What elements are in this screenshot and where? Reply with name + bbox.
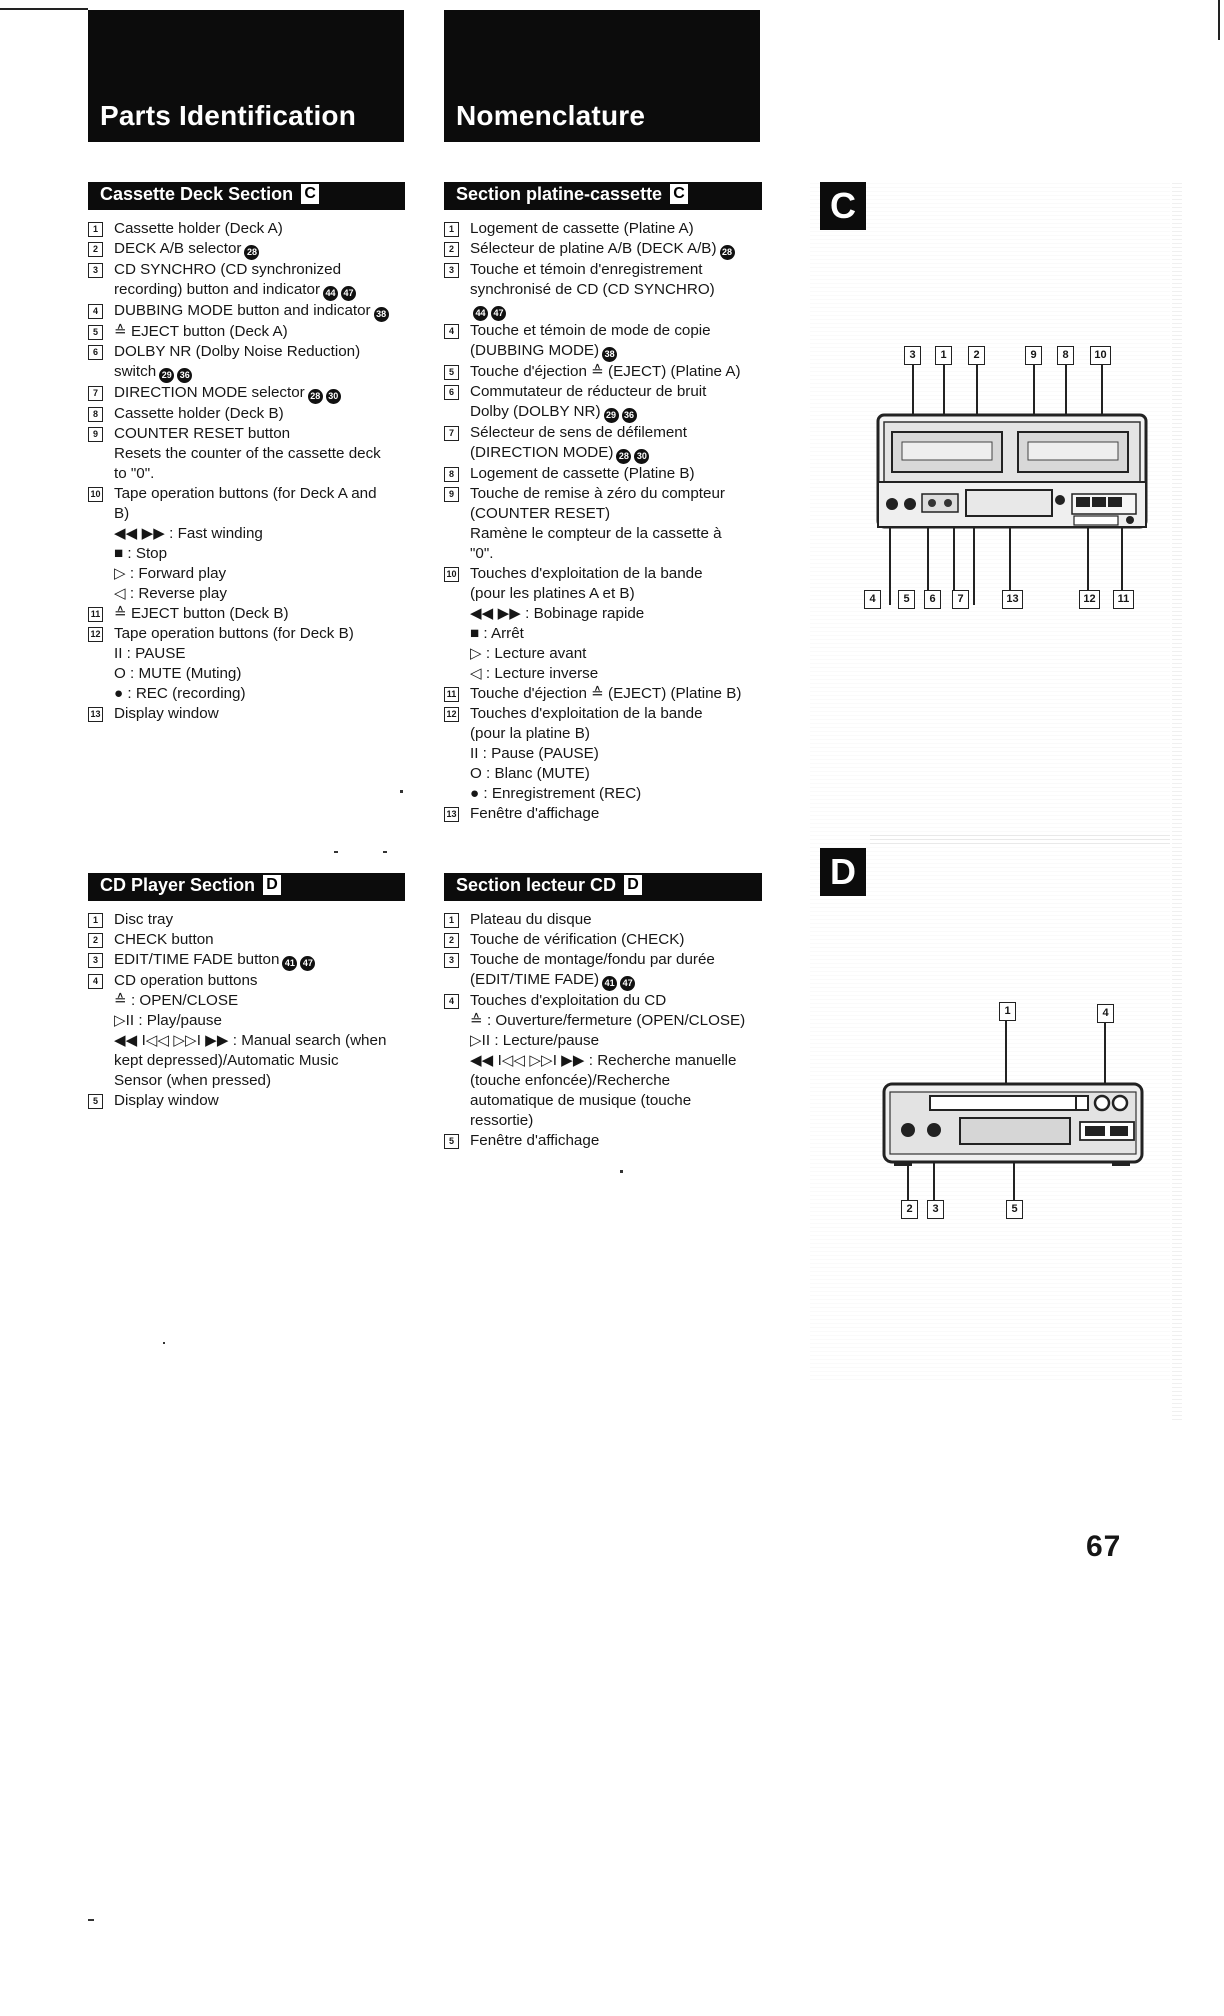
item-text: ◀◀ I◁◁ ▷▷I ▶▶ : Recherche manuelle bbox=[470, 1052, 737, 1069]
item-text: CD SYNCHRO (CD synchronized bbox=[114, 261, 342, 278]
item-text: Fenêtre d'affichage bbox=[470, 1132, 600, 1149]
item-number-box: 5 bbox=[88, 1094, 103, 1109]
item-number-box: 1 bbox=[88, 913, 103, 928]
list-item bbox=[444, 704, 774, 804]
item-text-line bbox=[470, 744, 774, 764]
list-item bbox=[444, 910, 774, 930]
item-text: synchronisé de CD (CD SYNCHRO) bbox=[470, 281, 715, 298]
item-text-line bbox=[470, 443, 774, 464]
page-reference-badge: 41 bbox=[282, 956, 297, 971]
item-text-line bbox=[470, 1011, 774, 1031]
page-reference-badge: 29 bbox=[604, 408, 619, 423]
item-text-line bbox=[114, 524, 418, 544]
page-reference-badge: 47 bbox=[341, 286, 356, 301]
list-item bbox=[444, 423, 774, 464]
item-text-line bbox=[114, 219, 418, 239]
item-number-box: 9 bbox=[88, 427, 103, 442]
item-number-box: 4 bbox=[444, 324, 459, 339]
page-reference-badge: 38 bbox=[374, 307, 389, 322]
item-number-box: 4 bbox=[88, 304, 103, 319]
section-badge: D bbox=[624, 875, 642, 895]
callout-4: 4 bbox=[864, 590, 881, 609]
item-text-line bbox=[470, 362, 774, 382]
section-header-cassette-en bbox=[88, 182, 405, 210]
item-text-line bbox=[114, 362, 418, 383]
section-title: CD Player Section bbox=[100, 875, 256, 895]
callout-11: 11 bbox=[1113, 590, 1134, 609]
item-text-line bbox=[114, 504, 418, 524]
callout-13: 13 bbox=[1002, 590, 1023, 609]
item-text: Plateau du disque bbox=[470, 911, 592, 928]
item-text-line bbox=[470, 784, 774, 804]
callout-9: 9 bbox=[1025, 346, 1042, 365]
item-number-box: 13 bbox=[444, 807, 459, 822]
callout-3: 3 bbox=[927, 1200, 944, 1219]
callout-2: 2 bbox=[968, 346, 985, 365]
print-speck bbox=[334, 851, 338, 853]
item-number-box: 12 bbox=[88, 627, 103, 642]
print-speck bbox=[383, 851, 387, 853]
item-text: ◀◀ ▶▶ : Fast winding bbox=[114, 525, 263, 542]
item-text-line bbox=[114, 544, 418, 564]
item-text-line bbox=[114, 930, 418, 950]
callout-2: 2 bbox=[901, 1200, 918, 1219]
item-text-line bbox=[470, 930, 774, 950]
item-text: Touches d'exploitation de la bande bbox=[470, 565, 703, 582]
item-text-line bbox=[470, 280, 774, 300]
section-badge: D bbox=[263, 875, 281, 895]
item-text-line bbox=[470, 724, 774, 744]
item-text-line bbox=[114, 484, 418, 504]
item-text: ■ : Arrêt bbox=[470, 625, 524, 642]
list-item bbox=[444, 260, 774, 321]
item-text: COUNTER RESET button bbox=[114, 425, 291, 442]
list-item bbox=[444, 239, 774, 260]
item-number-box: 2 bbox=[444, 242, 459, 257]
list-item bbox=[444, 930, 774, 950]
list-item bbox=[88, 930, 418, 950]
print-speck bbox=[88, 1919, 94, 1921]
item-text: ≙ EJECT button (Deck A) bbox=[114, 323, 288, 340]
list-item bbox=[444, 362, 774, 382]
item-text: Fenêtre d'affichage bbox=[470, 805, 600, 822]
item-text: ◀◀ I◁◁ ▷▷I ▶▶ : Manual search (when bbox=[114, 1032, 387, 1049]
list-item bbox=[88, 1091, 418, 1111]
list-item bbox=[88, 704, 418, 724]
item-number-box: 3 bbox=[88, 953, 103, 968]
item-text: (DIRECTION MODE) bbox=[470, 444, 614, 461]
item-text-line bbox=[114, 564, 418, 584]
item-text: Sensor (when pressed) bbox=[114, 1072, 272, 1089]
item-number-box: 2 bbox=[88, 933, 103, 948]
list-item bbox=[88, 301, 418, 322]
item-number-box: 1 bbox=[88, 222, 103, 237]
item-text-line bbox=[114, 1091, 418, 1111]
section-badge: C bbox=[301, 184, 319, 204]
item-text: DECK A/B selector bbox=[114, 240, 242, 257]
list-item bbox=[444, 804, 774, 824]
item-number-box: 12 bbox=[444, 707, 459, 722]
item-number-box: 3 bbox=[444, 953, 459, 968]
item-text: II : PAUSE bbox=[114, 645, 186, 662]
item-text-line bbox=[470, 504, 774, 524]
list-item bbox=[444, 950, 774, 991]
item-text-line bbox=[114, 342, 418, 362]
parts-list-cassette-fr bbox=[444, 219, 774, 824]
item-text-line bbox=[470, 423, 774, 443]
item-text-line bbox=[470, 382, 774, 402]
item-text-line bbox=[114, 1031, 418, 1051]
list-item bbox=[88, 604, 418, 624]
page-reference-badge: 28 bbox=[616, 449, 631, 464]
item-text: (DUBBING MODE) bbox=[470, 342, 600, 359]
item-text: (pour la platine B) bbox=[470, 725, 590, 742]
page-reference-badge: 36 bbox=[622, 408, 637, 423]
parts-list-cassette-en bbox=[88, 219, 418, 724]
item-text: Touche et témoin d'enregistrement bbox=[470, 261, 703, 278]
item-text: (touche enfoncée)/Recherche bbox=[470, 1072, 671, 1089]
page-reference-badge: 47 bbox=[620, 976, 635, 991]
item-number-box: 5 bbox=[444, 365, 459, 380]
item-text: ■ : Stop bbox=[114, 545, 168, 562]
item-text: Touche d'éjection ≙ (EJECT) (Platine A) bbox=[470, 363, 741, 380]
item-text: Tape operation buttons (for Deck B) bbox=[114, 625, 354, 642]
page-reference-badge: 30 bbox=[326, 389, 341, 404]
item-number-box: 13 bbox=[88, 707, 103, 722]
item-number-box: 3 bbox=[444, 263, 459, 278]
item-text-line bbox=[114, 280, 418, 301]
callout-8: 8 bbox=[1057, 346, 1074, 365]
callout-1: 1 bbox=[999, 1002, 1016, 1021]
item-number-box: 3 bbox=[88, 263, 103, 278]
cassette-deck-illustration bbox=[870, 340, 1170, 620]
list-item bbox=[444, 684, 774, 704]
item-text-line bbox=[114, 664, 418, 684]
item-number-box: 11 bbox=[88, 607, 103, 622]
page-reference-badge: 41 bbox=[602, 976, 617, 991]
page-reference-badge: 44 bbox=[473, 306, 488, 321]
callout-1: 1 bbox=[935, 346, 952, 365]
item-number-box: 7 bbox=[88, 386, 103, 401]
item-text: Touches d'exploitation du CD bbox=[470, 992, 667, 1009]
item-text-line bbox=[470, 544, 774, 564]
item-text-line bbox=[114, 991, 418, 1011]
callout-4: 4 bbox=[1097, 1004, 1114, 1023]
item-number-box: 8 bbox=[88, 407, 103, 422]
figure-d-badge: D bbox=[820, 848, 866, 896]
item-text: Logement de cassette (Platine A) bbox=[470, 220, 694, 237]
item-text-line bbox=[470, 804, 774, 824]
page-reference-badge: 38 bbox=[602, 347, 617, 362]
item-text-line bbox=[470, 704, 774, 724]
item-text-line bbox=[114, 1071, 418, 1091]
item-text-line bbox=[470, 300, 774, 321]
section-title: Section platine-cassette bbox=[456, 184, 663, 204]
title-block-en bbox=[88, 10, 404, 142]
parts-list-cd-fr bbox=[444, 910, 774, 1151]
item-text-line bbox=[114, 239, 418, 260]
list-item bbox=[88, 219, 418, 239]
item-text-line bbox=[470, 1071, 774, 1091]
item-text: ◁ : Reverse play bbox=[114, 585, 227, 602]
item-text-line bbox=[470, 970, 774, 991]
list-item bbox=[88, 971, 418, 1091]
item-text: automatique de musique (touche bbox=[470, 1092, 692, 1109]
section-title: Cassette Deck Section bbox=[100, 184, 294, 204]
item-text: O : Blanc (MUTE) bbox=[470, 765, 590, 782]
list-item bbox=[88, 484, 418, 604]
item-text-line bbox=[470, 1131, 774, 1151]
item-text-line bbox=[470, 1111, 774, 1131]
item-text-line bbox=[114, 1051, 418, 1071]
list-item bbox=[444, 1131, 774, 1151]
scan-band bbox=[870, 832, 1170, 844]
item-number-box: 10 bbox=[88, 487, 103, 502]
item-number-box: 8 bbox=[444, 467, 459, 482]
page-reference-badge: 29 bbox=[159, 368, 174, 383]
figure-c-badge: C bbox=[820, 182, 866, 230]
item-text: Touche de montage/fondu par durée bbox=[470, 951, 715, 968]
callout-5: 5 bbox=[898, 590, 915, 609]
item-text: ≙ EJECT button (Deck B) bbox=[114, 605, 289, 622]
item-number-box: 11 bbox=[444, 687, 459, 702]
item-number-box: 5 bbox=[444, 1134, 459, 1149]
callout-3: 3 bbox=[904, 346, 921, 365]
list-item bbox=[88, 910, 418, 930]
item-number-box: 10 bbox=[444, 567, 459, 582]
item-text: Ramène le compteur de la cassette à bbox=[470, 525, 722, 542]
list-item bbox=[444, 321, 774, 362]
item-text: kept depressed)/Automatic Music bbox=[114, 1052, 339, 1069]
item-text-line bbox=[114, 1011, 418, 1031]
item-text-line bbox=[470, 604, 774, 624]
list-item bbox=[88, 424, 418, 484]
item-text: EDIT/TIME FADE button bbox=[114, 951, 280, 968]
list-item bbox=[444, 564, 774, 684]
item-number-box: 2 bbox=[444, 933, 459, 948]
item-number-box: 6 bbox=[444, 385, 459, 400]
item-text-line bbox=[114, 301, 418, 322]
item-number-box: 1 bbox=[444, 913, 459, 928]
page-reference-badge: 28 bbox=[720, 245, 735, 260]
item-text: Sélecteur de sens de défilement bbox=[470, 424, 687, 441]
item-number-box: 9 bbox=[444, 487, 459, 502]
item-text-line bbox=[114, 624, 418, 644]
item-text-line bbox=[470, 1091, 774, 1111]
item-text: (pour les platines A et B) bbox=[470, 585, 635, 602]
page-reference-badge: 36 bbox=[177, 368, 192, 383]
item-text-line bbox=[114, 644, 418, 664]
item-text: CHECK button bbox=[114, 931, 214, 948]
item-text-line bbox=[470, 1031, 774, 1051]
item-text: to "0". bbox=[114, 465, 155, 482]
callout-10: 10 bbox=[1090, 346, 1111, 365]
section-badge: C bbox=[670, 184, 688, 204]
item-text-line bbox=[470, 260, 774, 280]
item-text-line bbox=[470, 402, 774, 423]
item-text: O : MUTE (Muting) bbox=[114, 665, 242, 682]
section-header-cassette-fr bbox=[444, 182, 762, 210]
item-text-line bbox=[114, 404, 418, 424]
item-text-line bbox=[114, 383, 418, 404]
page-edge-mark bbox=[1218, 0, 1220, 40]
item-text-line bbox=[470, 524, 774, 544]
item-number-box: 6 bbox=[88, 345, 103, 360]
list-item bbox=[444, 991, 774, 1131]
page-reference-badge: 28 bbox=[308, 389, 323, 404]
list-item bbox=[88, 239, 418, 260]
item-text-line bbox=[114, 584, 418, 604]
section-title: Section lecteur CD bbox=[456, 875, 617, 895]
item-text: Touche de remise à zéro du compteur bbox=[470, 485, 725, 502]
item-text: switch bbox=[114, 363, 157, 380]
item-number-box: 7 bbox=[444, 426, 459, 441]
item-text-line bbox=[114, 424, 418, 444]
item-text: Cassette holder (Deck A) bbox=[114, 220, 283, 237]
item-text: Touche et témoin de mode de copie bbox=[470, 322, 711, 339]
print-speck bbox=[620, 1170, 623, 1173]
item-text-line bbox=[470, 764, 774, 784]
item-text: Display window bbox=[114, 705, 219, 722]
item-text: DUBBING MODE button and indicator bbox=[114, 302, 371, 319]
item-text-line bbox=[470, 624, 774, 644]
item-text-line bbox=[470, 484, 774, 504]
item-text: (EDIT/TIME FADE) bbox=[470, 971, 600, 988]
item-text: CD operation buttons bbox=[114, 972, 258, 989]
item-text: ● : Enregistrement (REC) bbox=[470, 785, 642, 802]
item-text-line bbox=[470, 950, 774, 970]
item-text-line bbox=[470, 321, 774, 341]
item-text: Commutateur de réducteur de bruit bbox=[470, 383, 707, 400]
page-title-fr: Nomenclature bbox=[456, 100, 646, 131]
page-reference-badge: 47 bbox=[300, 956, 315, 971]
item-text-line bbox=[470, 564, 774, 584]
section-header-cd-fr bbox=[444, 873, 762, 901]
item-text-line bbox=[114, 704, 418, 724]
item-text-line bbox=[470, 991, 774, 1011]
item-text: recording) button and indicator bbox=[114, 281, 321, 298]
item-text-line bbox=[470, 219, 774, 239]
callout-6: 6 bbox=[924, 590, 941, 609]
page-reference-badge: 44 bbox=[323, 286, 338, 301]
list-item bbox=[444, 484, 774, 564]
list-item bbox=[88, 260, 418, 301]
item-text: B) bbox=[114, 505, 130, 522]
item-text-line bbox=[114, 910, 418, 930]
list-item bbox=[88, 950, 418, 971]
item-number-box: 1 bbox=[444, 222, 459, 237]
callout-12: 12 bbox=[1079, 590, 1100, 609]
item-text: ◀◀ ▶▶ : Bobinage rapide bbox=[470, 605, 645, 622]
page-reference-badge: 28 bbox=[244, 245, 259, 260]
item-number-box: 4 bbox=[444, 994, 459, 1009]
item-text: ● : REC (recording) bbox=[114, 685, 246, 702]
callout-5: 5 bbox=[1006, 1200, 1023, 1219]
item-text-line bbox=[470, 584, 774, 604]
page-number: 67 bbox=[1086, 1530, 1122, 1563]
item-text: DOLBY NR (Dolby Noise Reduction) bbox=[114, 343, 361, 360]
item-text: ◁ : Lecture inverse bbox=[470, 665, 599, 682]
item-text: ≙ : OPEN/CLOSE bbox=[114, 992, 239, 1009]
item-number-box: 5 bbox=[88, 325, 103, 340]
print-speck bbox=[163, 1342, 165, 1344]
item-text: DIRECTION MODE selector bbox=[114, 384, 305, 401]
list-item bbox=[444, 382, 774, 423]
item-text: ≙ : Ouverture/fermeture (OPEN/CLOSE) bbox=[470, 1012, 746, 1029]
item-text-line bbox=[114, 971, 418, 991]
item-text-line bbox=[470, 239, 774, 260]
item-text: Touche de vérification (CHECK) bbox=[470, 931, 685, 948]
item-text: ▷ : Forward play bbox=[114, 565, 227, 582]
item-text: Dolby (DOLBY NR) bbox=[470, 403, 601, 420]
item-text-line bbox=[114, 950, 418, 971]
item-text: Display window bbox=[114, 1092, 219, 1109]
item-text: Touches d'exploitation de la bande bbox=[470, 705, 703, 722]
list-item bbox=[444, 464, 774, 484]
item-text: Sélecteur de platine A/B (DECK A/B) bbox=[470, 240, 717, 257]
item-text-line bbox=[470, 1051, 774, 1071]
page-title-en: Parts Identification bbox=[100, 100, 357, 131]
item-text: Logement de cassette (Platine B) bbox=[470, 465, 695, 482]
item-text: ▷ : Lecture avant bbox=[470, 645, 587, 662]
item-text: Cassette holder (Deck B) bbox=[114, 405, 284, 422]
scan-edge-texture bbox=[1172, 180, 1182, 1420]
item-text: Disc tray bbox=[114, 911, 174, 928]
item-text-line bbox=[470, 910, 774, 930]
list-item bbox=[88, 342, 418, 383]
item-text: "0". bbox=[470, 545, 494, 562]
print-speck bbox=[400, 790, 403, 793]
item-number-box: 2 bbox=[88, 242, 103, 257]
top-rule bbox=[0, 8, 88, 10]
list-item bbox=[88, 383, 418, 404]
item-text: ▷II : Play/pause bbox=[114, 1012, 222, 1029]
item-text: (COUNTER RESET) bbox=[470, 505, 611, 522]
cd-player-illustration bbox=[880, 1000, 1150, 1220]
item-text: Touche d'éjection ≙ (EJECT) (Platine B) bbox=[470, 685, 742, 702]
item-text-line bbox=[114, 444, 418, 464]
page-reference-badge: 30 bbox=[634, 449, 649, 464]
callout-7: 7 bbox=[952, 590, 969, 609]
parts-list-cd-en bbox=[88, 910, 418, 1111]
item-text-line bbox=[470, 664, 774, 684]
item-text: Resets the counter of the cassette deck bbox=[114, 445, 381, 462]
item-text-line bbox=[114, 464, 418, 484]
item-text-line bbox=[470, 684, 774, 704]
item-text: ressortie) bbox=[470, 1112, 534, 1129]
item-text: Tape operation buttons (for Deck A and bbox=[114, 485, 377, 502]
item-text-line bbox=[470, 341, 774, 362]
title-block-fr bbox=[444, 10, 760, 142]
item-text-line bbox=[470, 464, 774, 484]
item-text-line bbox=[114, 604, 418, 624]
item-text-line bbox=[114, 684, 418, 704]
list-item bbox=[88, 624, 418, 704]
page-reference-badge: 47 bbox=[491, 306, 506, 321]
list-item bbox=[88, 404, 418, 424]
item-text-line bbox=[114, 322, 418, 342]
section-header-cd-en bbox=[88, 873, 405, 901]
item-number-box: 4 bbox=[88, 974, 103, 989]
item-text-line bbox=[114, 260, 418, 280]
list-item bbox=[88, 322, 418, 342]
item-text: II : Pause (PAUSE) bbox=[470, 745, 599, 762]
item-text-line bbox=[470, 644, 774, 664]
item-text: ▷II : Lecture/pause bbox=[470, 1032, 600, 1049]
list-item bbox=[444, 219, 774, 239]
